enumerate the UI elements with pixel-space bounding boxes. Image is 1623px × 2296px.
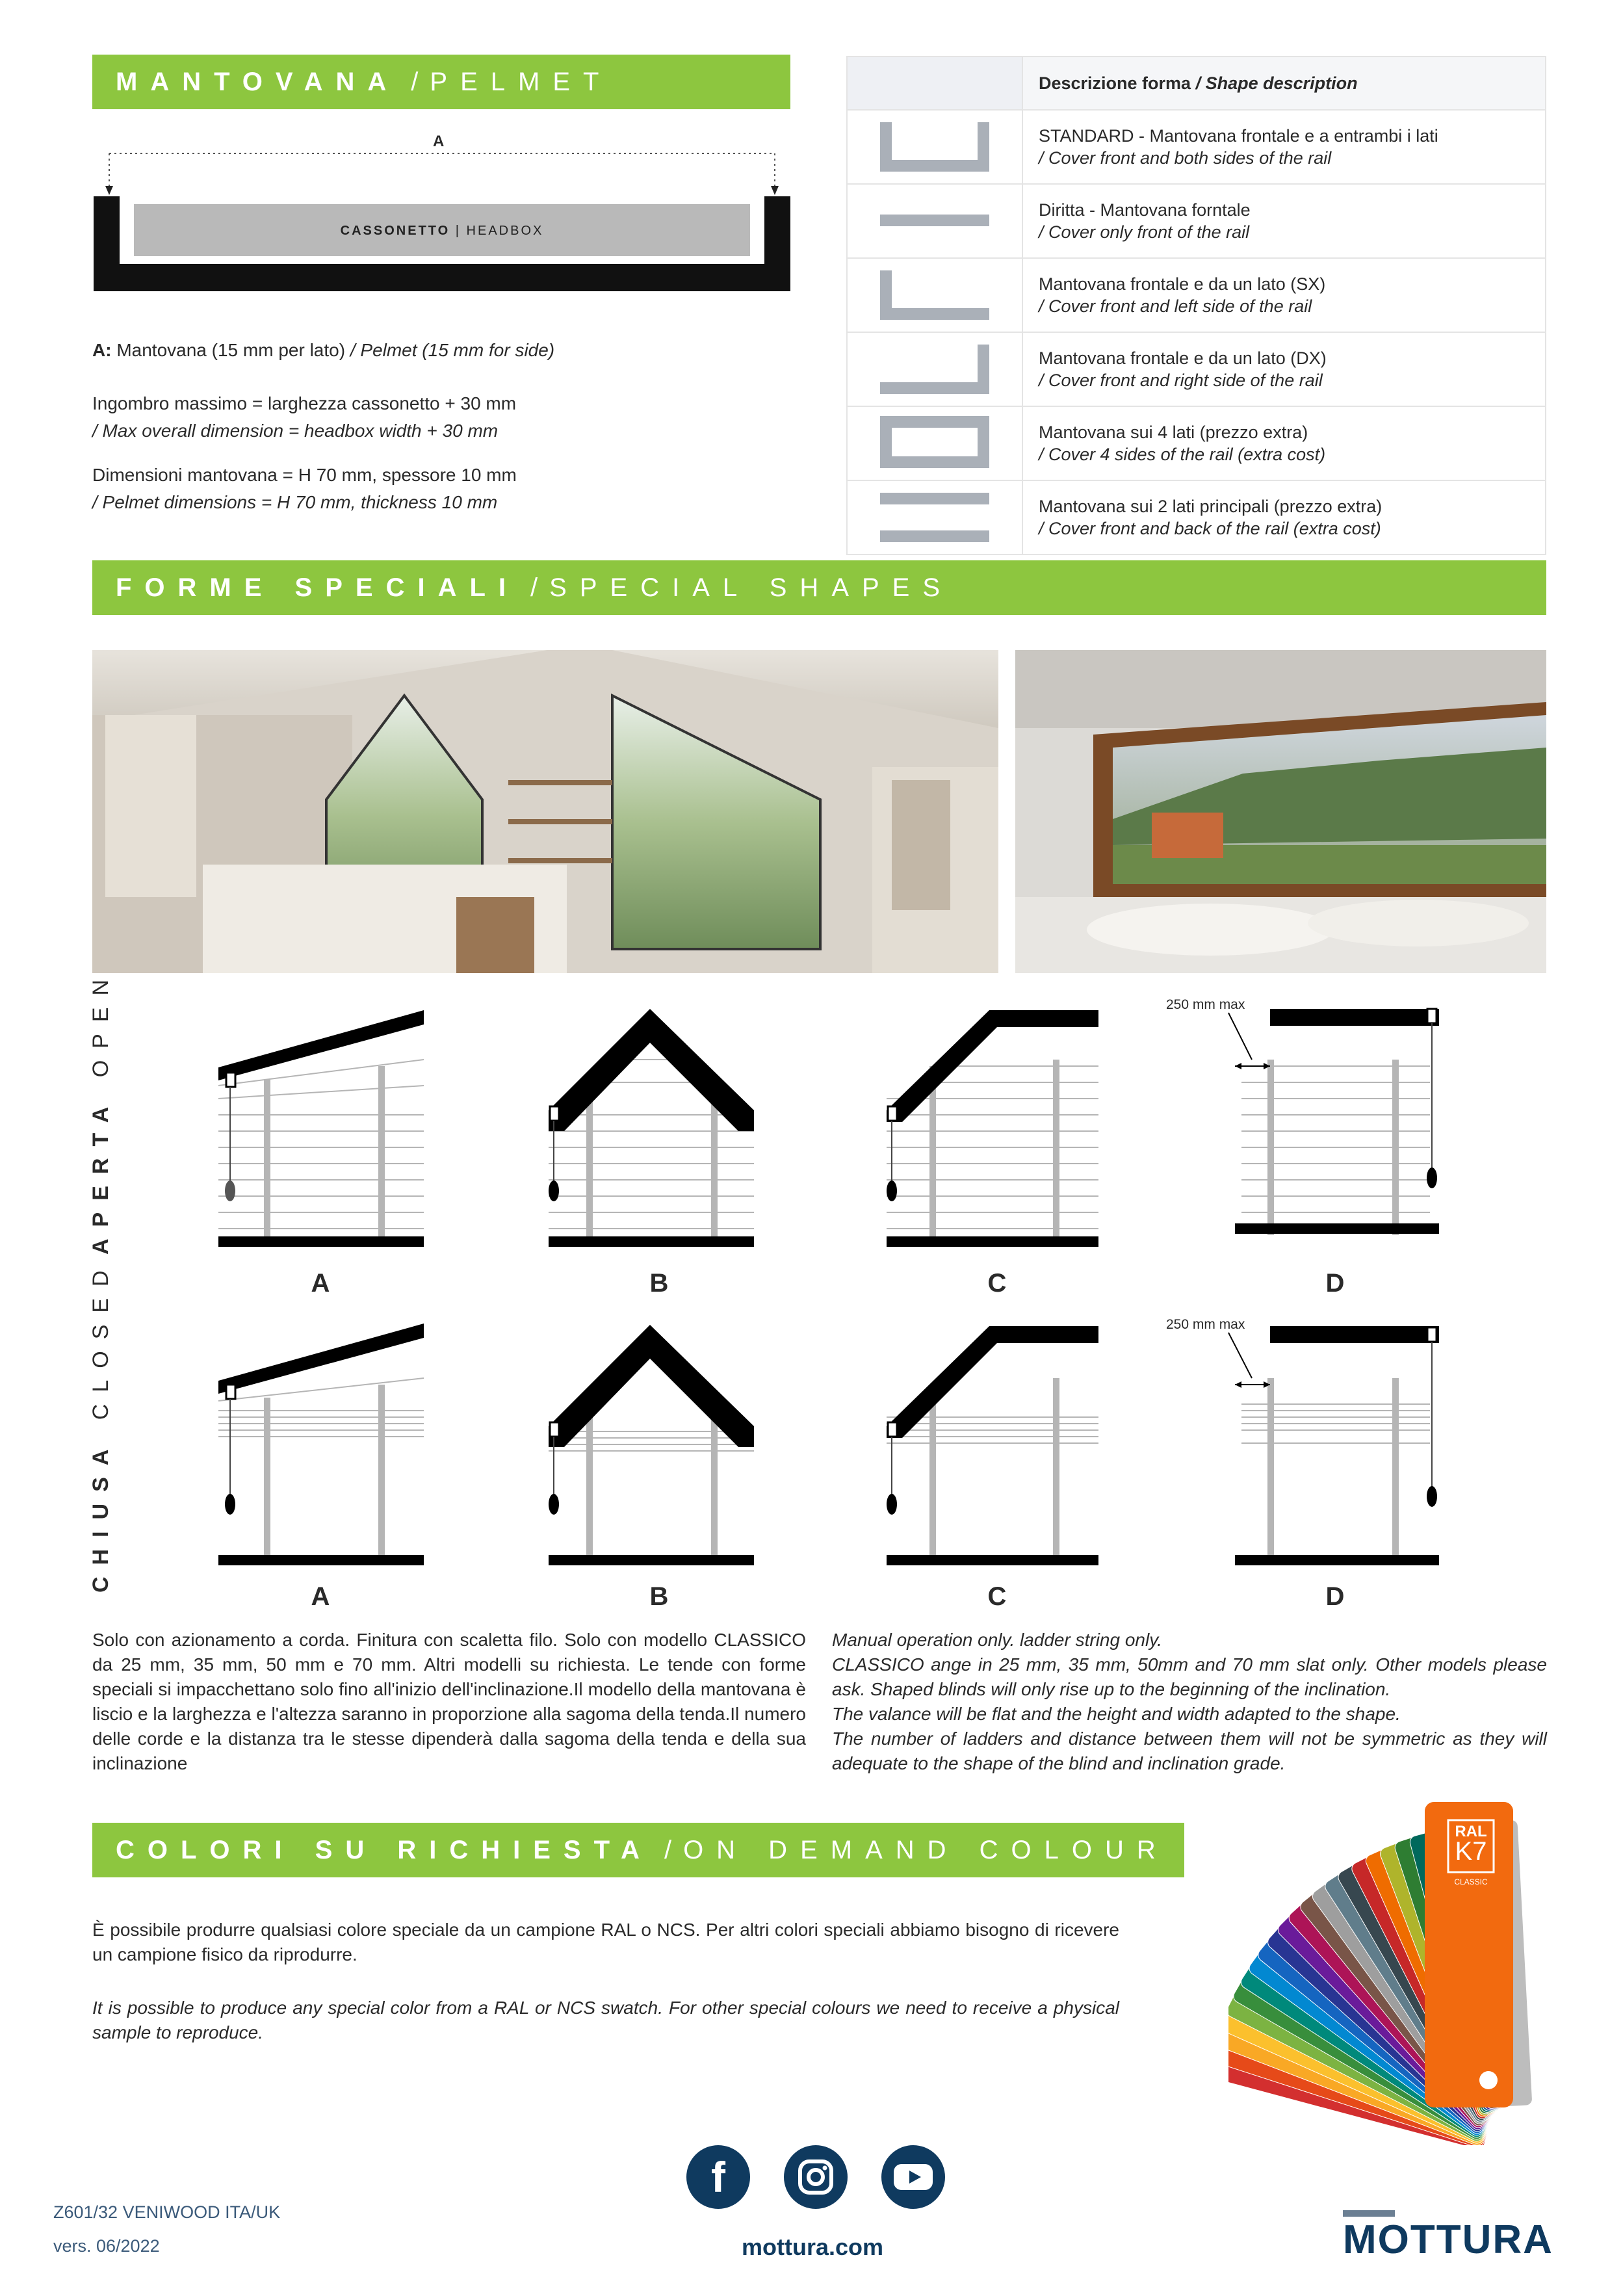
special-title-it: FORME SPECIALI — [116, 573, 519, 602]
dimension-label-a: A — [433, 133, 445, 150]
max-dimension-it: Ingombro massimo = larghezza cassonetto + 30 mm — [92, 393, 517, 413]
table-row — [847, 480, 1546, 554]
pelmet-dimensions-it: Dimensioni mantovana = H 70 mm, spessore 10 mm — [92, 465, 517, 485]
table-cell — [1022, 480, 1546, 554]
kitchen-gable-window-photo — [92, 650, 998, 973]
max-note-open: 250 mm max — [1166, 997, 1245, 1012]
u-shape-icon — [847, 110, 1022, 184]
title-separator: / — [664, 1835, 672, 1864]
en-line: Manual operation only. ladder string only. — [832, 1630, 1162, 1650]
label-closed-b: B — [649, 1582, 669, 1611]
table-cell — [1022, 406, 1546, 480]
trapezoid-window-photo — [1015, 650, 1546, 973]
table-cell — [1022, 184, 1546, 258]
table-row — [847, 406, 1546, 480]
table-row — [847, 110, 1546, 184]
fan-brand: RAL — [1455, 1823, 1487, 1840]
row-it: Mantovana frontale e da un lato (DX) — [1039, 348, 1327, 368]
pelmet-note-a — [92, 337, 554, 364]
box-shape-icon — [847, 406, 1022, 480]
row-en: / Cover front and right side of the rail — [1039, 371, 1323, 390]
label-open-c: C — [987, 1269, 1007, 1298]
header-en: / Shape description — [1195, 73, 1358, 93]
label-open-a: A — [311, 1269, 330, 1298]
slat-lines — [218, 1060, 1430, 1451]
table-cell — [1022, 258, 1546, 332]
fan-model: K7 — [1455, 1837, 1487, 1866]
headrails — [218, 1009, 1439, 1565]
label-closed-a: A — [311, 1582, 330, 1611]
l-left-shape-icon — [847, 258, 1022, 332]
headbox-label-it: CASSONETTO — [340, 224, 450, 238]
mottura-logo — [1343, 2208, 1577, 2260]
pelmet-dimensions-en: / Pelmet dimensions = H 70 mm, thickness 10 mm — [92, 492, 498, 512]
row-it: Diritta - Mantovana forntale — [1039, 200, 1251, 220]
colours-title-en: ON DEMAND COLOUR — [683, 1835, 1169, 1864]
max-dimension-en: / Max overall dimension = headbox width + 30 mm — [92, 421, 499, 441]
closed-label-en: CLOSED — [88, 1259, 113, 1420]
label-open-b: B — [649, 1269, 669, 1298]
document-code: Z601/32 VENIWOOD ITA/UK — [53, 2202, 281, 2222]
row-en: / Cover front and left side of the rail — [1039, 296, 1312, 316]
en-line: The valance will be flat and the height and width adapted to the shape. — [832, 1704, 1401, 1724]
ral-colour-fan — [1228, 1794, 1540, 2145]
open-label — [88, 968, 114, 1255]
l-right-shape-icon — [847, 332, 1022, 406]
line-shape-icon — [847, 184, 1022, 258]
open-label-en: OPEN — [88, 967, 113, 1078]
pelmet-banner — [92, 55, 790, 109]
label-closed-d: D — [1325, 1582, 1345, 1611]
pelmet-title-it: MANTOVANA — [116, 67, 400, 96]
website-link[interactable]: mottura.com — [741, 2234, 884, 2260]
label-open-d: D — [1325, 1269, 1345, 1298]
closed-label-it: CHIUSA — [88, 1437, 113, 1593]
note-a-bold: A: — [92, 340, 112, 360]
row-it: Mantovana sui 4 lati (prezzo extra) — [1039, 423, 1308, 442]
colours-text-it: È possibile produrre qualsiasi colore speciale da un campione RAL o NCS. Per altri colori speciali abbiamo bisogno di ricevere un campione fisico da riprodurre. — [92, 1920, 1119, 1964]
title-separator: / — [411, 67, 419, 96]
row-it: Mantovana frontale e da un lato (SX) — [1039, 274, 1326, 294]
blind-diagrams-svg — [195, 995, 1495, 1593]
table-cell — [1022, 110, 1546, 184]
closed-label — [88, 1259, 114, 1593]
headbox-label — [91, 224, 793, 239]
row-en: / Cover only front of the rail — [1039, 222, 1250, 242]
en-line: The number of ladders and distance between them will not be symmetric as they will adequate to the shape of the blind and inclination grade. — [832, 1729, 1547, 1773]
instagram-icon[interactable] — [784, 2145, 848, 2209]
special-description-it: Solo con azionamento a corda. Finitura con scaletta filo. Solo con modello CLASSICO da 25 mm, 35 mm, 50 mm e 70 mm. Altri modelli su richiesta. Le tende con forme speciali si impacchettano solo fino all'inizio dell'inclinazione.Il modello della mantovana è liscio e la larghezza e l'altezza saranno in proporzione alla sagoma della tenda.Il numero delle corde e la distanza tra le stesse dipenderà dalla sagoma della tenda e della sua inclinazione — [92, 1630, 806, 1773]
headbox-label-sep: | — [455, 224, 461, 238]
pelmet-diagram — [91, 130, 793, 299]
label-closed-c: C — [987, 1582, 1007, 1611]
document-version: vers. 06/2022 — [53, 2236, 160, 2256]
shape-description-table — [846, 56, 1546, 555]
row-en: / Cover front and both sides of the rail — [1039, 148, 1332, 168]
parallel-shape-icon — [847, 480, 1022, 554]
facebook-icon[interactable]: f — [686, 2145, 750, 2209]
table-header-cell — [1022, 57, 1546, 110]
en-line: CLASSICO ange in 25 mm, 35 mm, 50mm and 70 mm slat only. Other models please ask. Shaped blinds will only rise up to the beginning of the inclination. — [832, 1654, 1547, 1699]
colours-title-it: COLORI SU RICHIESTA — [116, 1835, 653, 1864]
table-cell — [1022, 332, 1546, 406]
table-row — [847, 258, 1546, 332]
header-it: Descrizione forma — [1039, 73, 1191, 93]
special-shapes-banner — [92, 560, 1546, 615]
row-en: / Cover 4 sides of the rail (extra cost) — [1039, 445, 1326, 464]
table-row — [847, 332, 1546, 406]
row-it: STANDARD - Mantovana frontale e a entrambi i lati — [1039, 126, 1438, 146]
fan-sub: CLASSIC — [1454, 1877, 1488, 1886]
max-note-closed: 250 mm max — [1166, 1317, 1245, 1332]
table-row — [847, 184, 1546, 258]
pelmet-title-en: PELMET — [430, 67, 612, 96]
special-description-en — [832, 1628, 1547, 1776]
row-it: Mantovana sui 2 lati principali (prezzo extra) — [1039, 497, 1383, 516]
pelmet-dimensions — [92, 462, 517, 516]
ladder-strings — [264, 1060, 1399, 1560]
colours-banner — [92, 1823, 1184, 1877]
youtube-icon[interactable] — [881, 2145, 945, 2209]
pelmet-max-dimension — [92, 390, 516, 445]
colours-text-en: It is possible to produce any special color from a RAL or NCS swatch. For other special colours we need to receive a physical sample to reproduce. — [92, 1998, 1119, 2042]
blind-diagrams — [195, 995, 1495, 1593]
title-separator: / — [530, 573, 538, 602]
open-label-it: APERTA — [88, 1095, 113, 1255]
table-header-icon-cell — [847, 57, 1022, 110]
note-a-it: Mantovana (15 mm per lato) — [116, 340, 346, 360]
special-title-en: SPECIAL SHAPES — [549, 573, 954, 602]
row-en: / Cover front and back of the rail (extra cost) — [1039, 519, 1381, 538]
note-a-en: / Pelmet (15 mm for side) — [350, 340, 555, 360]
brand-name: MOTTURA — [1343, 2217, 1553, 2262]
table-header-row — [847, 57, 1546, 110]
headbox-label-en: HEADBOX — [466, 224, 544, 238]
